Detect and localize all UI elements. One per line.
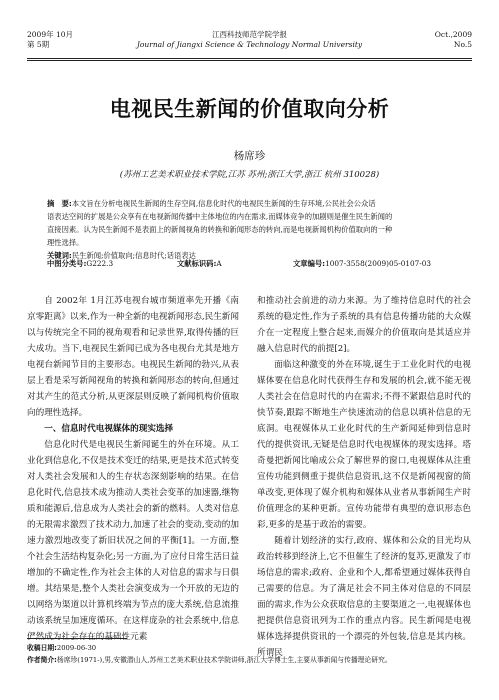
paragraph: 自 2002年 1月江苏电视台城市频道率先开播《南京零距离》以来,作为一种全新的电视新闻形态,民生新闻以与传统完全不同的视角观看和记录世界,取得传播的巨大成功。当下,电视民生新闻已成为各电视台尤其是地方电视台新闻节目的主要形态。电视民生新闻的勃兴,从表层上看是采写新闻视角的转换和新闻形态的转向,但通过对其产生的范式分析,从更深层则反映了新闻机构价值取向的理性选择。: [27, 296, 239, 418]
abstract-line: 理性选择。: [47, 238, 84, 247]
journal-name-en: Journal of Jiangxi Science & Technology Normal University: [136, 40, 363, 49]
abstract-line: 直接因素。认为民生新闻不是表面上的新闻视角的转换和新闻形态的转向,而是电视新闻机构价值取向的一种: [47, 225, 393, 234]
paragraph: 随着计划经济的实行,政府、媒体和公众的目光均从政治转移到经济上,它不但催生了经济的复苏,更激发了市场信息的需求;政府、企业和个人,都希望通过媒体获得自己需要的信息。为了满足社会不同主体对信息的不同层面的需求,作为公众获取信息的主要渠道之一,电视媒体也把提供信息资讯列为工作的重点内容。民生新闻是电视媒体选择提供资讯的一个漂亮的外包装,信息是其内核。所谓民: [257, 536, 471, 658]
paper-author: 杨席珍: [233, 150, 266, 162]
journal-name-cn: 江西科技师范学院学报: [212, 30, 287, 39]
abstract-line: 语表达空间的扩展是公众享有在电视新闻传播中主体地位的内在需求,而媒体竞争的加剧则是催生民生新闻的: [47, 212, 393, 221]
author-bio: 作者简介:杨席珍(1971-),男,安徽潜山人,苏州工艺美术职业技术学院讲师,浙江大学博士生,主要从事新闻与传播理论研究。: [27, 656, 392, 664]
abstract-line: 摘 要:本文旨在分析电视民生新闻的生存空间,信息化时代的电视民生新闻的生存环境,公民社会公众话: [47, 199, 376, 208]
abstract-label: 摘 要:: [47, 199, 72, 208]
received-date: 收稿日期:2009-06-30: [27, 644, 97, 652]
paragraph: 和推动社会前进的动力来源。为了维持信息时代的社会系统的稳定性,作为子系统的具有信息传播功能的大众媒介在一定程度上整合起来,而媒介的价值取向是其适应并融入信息时代的前提[2]。: [257, 296, 471, 354]
header-issue-en: No.5: [453, 40, 472, 49]
author-affiliation: (苏州工艺美术职业技术学院,江苏 苏州;浙江大学,浙江 杭州 310028): [119, 170, 380, 180]
body-column-left: [27, 293, 239, 645]
header-rule-thin: [27, 60, 472, 61]
footnote-rule: [27, 638, 127, 639]
article-number: 文章编号:1007-3558(2009)05-0107-03: [293, 259, 432, 268]
keywords-label: 关键词:: [47, 251, 72, 260]
paragraph: 面临这种激变的外在环境,诞生于工业化时代的电视媒体要在信息化时代获得生存和发展的机会,就不能无视人类社会在信息时代的内在需求;不得不紧跟信息时代的快节奏,跟踪不断地生产快速流动的信息以填补信息的无底洞。电视媒体从工业化时代的生产新闻延伸到信息时代的提供资讯,无疑是信息时代电视媒体的现实选择。塔奇曼把新闻比喻成公众了解世界的窗口,电视媒体从注重宣传功能到侧重于提供信息资讯,这不仅是新闻视窗的简单改变,更体现了媒介机构和媒体从业者从事新闻生产时价值理念的某种更新。宣传功能带有典型的意识形态色彩,更多的是基于政治的需要。: [257, 360, 471, 530]
header-rule: [27, 58, 472, 59]
body-column-right: [257, 293, 471, 661]
section-heading: 一、信息时代电视媒体的现实选择: [44, 424, 174, 434]
footnote: [27, 642, 472, 666]
running-header: [27, 30, 472, 56]
clc-number: 中图分类号:G222.3: [47, 259, 114, 268]
abstract: [47, 197, 457, 262]
header-center: [27, 30, 472, 50]
keywords-text: 民生新闻;价值取向;信息时代;话语表达: [71, 251, 196, 260]
header-issue: 第 5期: [27, 40, 50, 49]
classification-row: [47, 259, 457, 271]
document-code: 文献标识码:A: [177, 259, 222, 268]
paper-title: 电视民生新闻的价值取向分析: [109, 97, 390, 121]
header-date: 2009年 10月: [27, 30, 74, 39]
header-date-en: Oct.,2009: [434, 30, 472, 39]
header-right: [435, 30, 472, 50]
paragraph: 信息化时代是电视民生新闻诞生的外在环境。从工业化到信息化,不仅是技术变迁的结果,更是技术范式转变对人类社会发展和人的生存状态深刻影响的结果。在信息化时代,信息技术成为推动人类社会变革的加速器,继物质和能源后,信息成为人类社会的新的燃料。人类对信息的无限需求激烈了技术动力,加速了社会的变动,变动的加速力激烈地改变了新旧状况之间的平衡[1]。一方面,整个社会生活结构复杂化;另一方面,为了应付日常生活日益增加的不确定性,作为社会主体的人对信息的需求与日俱增。其结果是,整个人类社会演变成为一个开放的无边的以网络为渠道以计算机终端为节点的庞大系统,信息流推动该系统呈加速度循环。在这样庞杂的社会系统中,信息俨然成为社会存在的基础性元素: [27, 440, 239, 642]
